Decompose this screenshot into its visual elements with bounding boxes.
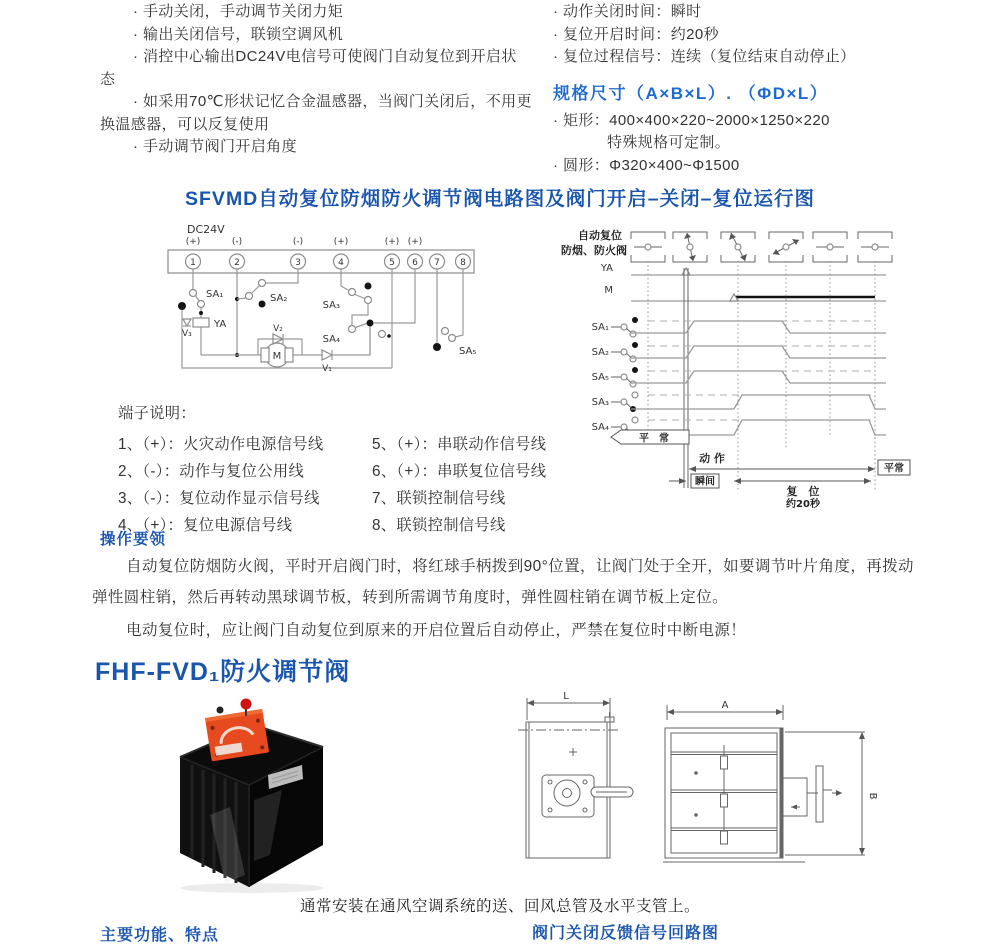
bullet-item: · 动作关闭时间：瞬时	[553, 3, 702, 20]
install-caption: 通常安装在通风空调系统的送、回风总管及水平支管上。	[299, 898, 700, 915]
svg-text:SA₂: SA₂	[270, 293, 288, 304]
svg-text:M: M	[272, 351, 282, 362]
svg-text:V₃: V₃	[182, 329, 192, 339]
svg-text:1: 1	[190, 258, 196, 268]
svg-text:(+): (+)	[333, 237, 349, 247]
side-view	[518, 698, 633, 858]
technical-drawing	[500, 690, 900, 880]
dim-b-label: B	[867, 792, 878, 800]
bullet-item: · 输出关闭信号，联锁空调风机	[133, 25, 344, 43]
bullet-item: · 复位开启时间：约20秒	[553, 25, 720, 43]
svg-text:SA₃: SA₃	[322, 300, 340, 311]
rails	[631, 268, 886, 488]
terminal-notes-right	[372, 431, 588, 539]
note-line: 1、（+）：火灾动作电源信号线	[118, 436, 324, 453]
svg-text:平常: 平常	[884, 463, 904, 475]
svg-text:3: 3	[295, 258, 301, 268]
polarity-labels	[186, 237, 423, 247]
front-view	[663, 705, 865, 862]
svg-text:(+): (+)	[185, 237, 201, 247]
svg-text:平 常: 平 常	[639, 433, 669, 445]
operation-paragraph: 自动复位防烟防火阀，平时开启阀门时，将红球手柄拨到90°位置，让阀门处于全开，如要调节叶片角度，再拨动弹性圆柱销，然后再转动黑球调节板，转到所需调节角度时，弹性圆柱销在调节板上定位。	[92, 558, 914, 606]
terminal-notes	[118, 400, 588, 539]
svg-text:复 位: 复 位	[786, 485, 820, 498]
svg-text:4: 4	[338, 258, 344, 268]
svg-text:7: 7	[434, 258, 440, 268]
product-photo	[150, 695, 370, 895]
svg-text:动 作: 动 作	[699, 452, 725, 465]
operation-heading: 操作要领	[100, 531, 167, 548]
footer-right-heading: 阀门关闭反馈信号回路图	[532, 925, 720, 942]
damper-state-symbols	[631, 232, 892, 262]
terminal-notes-heading: 端子说明：	[118, 405, 196, 422]
note-line: 8、联锁控制信号线	[372, 517, 506, 534]
operation-text	[92, 551, 914, 648]
row-m-label: M	[604, 285, 613, 296]
bullet-item: · 手动关闭，手动调节关闭力矩	[133, 3, 344, 20]
phase-annotations	[611, 430, 910, 510]
timing-diagram	[553, 223, 957, 515]
svg-text:(-): (-)	[231, 237, 243, 247]
svg-text:SA₅: SA₅	[591, 372, 609, 383]
spec-line: · 矩形：400×400×220~2000×1250×220	[553, 111, 830, 129]
svg-text:SA₄: SA₄	[322, 334, 340, 345]
timing-title-2: 防烟、防火阀	[561, 244, 627, 257]
features-list-left	[100, 1, 532, 159]
power-label: DC24V	[187, 223, 225, 236]
svg-text:5: 5	[389, 258, 395, 268]
note-line: 7、联锁控制信号线	[372, 490, 506, 507]
timing-title-1: 自动复位	[578, 229, 622, 242]
svg-text:(-): (-)	[292, 237, 304, 247]
svg-text:YA: YA	[214, 319, 227, 330]
section1-title: SFVMD自动复位防烟防火调节阀电路图及阀门开启–关闭–复位运行图	[185, 188, 815, 210]
specs-column	[553, 1, 973, 177]
svg-text:SA₂: SA₂	[591, 347, 609, 358]
svg-text:瞬间: 瞬间	[695, 476, 715, 488]
terminal-notes-left	[118, 431, 372, 539]
bullet-item: · 消控中心输出DC24V电信号可使阀门自动复位到开启状态	[100, 48, 517, 88]
row-ya-label: YA	[600, 263, 613, 274]
section2-title: FHF-FVD₁防火调节阀	[95, 658, 351, 686]
sa-switches	[592, 317, 638, 437]
svg-text:SA₁: SA₁	[206, 289, 224, 300]
spec-line: 特殊规格可定制。	[607, 134, 731, 151]
spec-line: · 圆形：Φ320×400~Φ1500	[553, 156, 740, 174]
svg-text:SA₁: SA₁	[591, 322, 609, 333]
note-line: 4、（+）：复位电源信号线	[118, 517, 293, 534]
bullet-item: · 手动调节阀门开启角度	[133, 138, 297, 155]
svg-text:SA₄: SA₄	[591, 422, 609, 433]
circuit-labels	[182, 289, 476, 374]
circuit-diagram	[130, 222, 530, 402]
waveforms	[631, 321, 886, 435]
note-line: 5、（+）：串联动作信号线	[372, 436, 547, 453]
svg-text:(+): (+)	[384, 237, 400, 247]
spec-lines	[553, 110, 973, 178]
bullet-item: · 如采用70℃形状记忆合金温感器，当阀门关闭后，不用更换温感器，可以反复使用	[100, 93, 532, 133]
note-line: 2、（-）：动作与复位公用线	[118, 463, 305, 480]
svg-text:V₁: V₁	[322, 364, 332, 374]
svg-text:2: 2	[234, 258, 240, 268]
footer-left-heading: 主要功能、特点	[100, 927, 220, 944]
note-line: 3、（-）：复位动作显示信号线	[118, 490, 320, 507]
bullet-item: · 复位过程信号：连续（复位结束自动停止）	[553, 48, 856, 65]
note-line: 6、（+）：串联复位信号线	[372, 463, 547, 480]
terminal-strip	[168, 250, 474, 273]
svg-text:SA₃: SA₃	[591, 397, 609, 408]
actuator	[205, 709, 269, 762]
operation-paragraph: 电动复位时，应让阀门自动复位到原来的开启位置后自动停止，严禁在复位时中断电源！	[126, 622, 747, 639]
column-guides	[648, 261, 875, 491]
svg-text:V₂: V₂	[273, 324, 283, 334]
terminals	[186, 254, 471, 269]
timing-bullets	[553, 1, 973, 69]
dim-l-label: L	[563, 691, 569, 702]
svg-text:6: 6	[412, 258, 418, 268]
svg-text:(+): (+)	[407, 237, 423, 247]
svg-text:约20秒: 约20秒	[786, 499, 820, 510]
spec-heading: 规格尺寸（A×B×L）. （ΦD×L）	[553, 83, 829, 103]
svg-text:SA₅: SA₅	[459, 346, 477, 357]
dim-a-label: A	[721, 700, 729, 711]
svg-text:8: 8	[460, 258, 466, 268]
